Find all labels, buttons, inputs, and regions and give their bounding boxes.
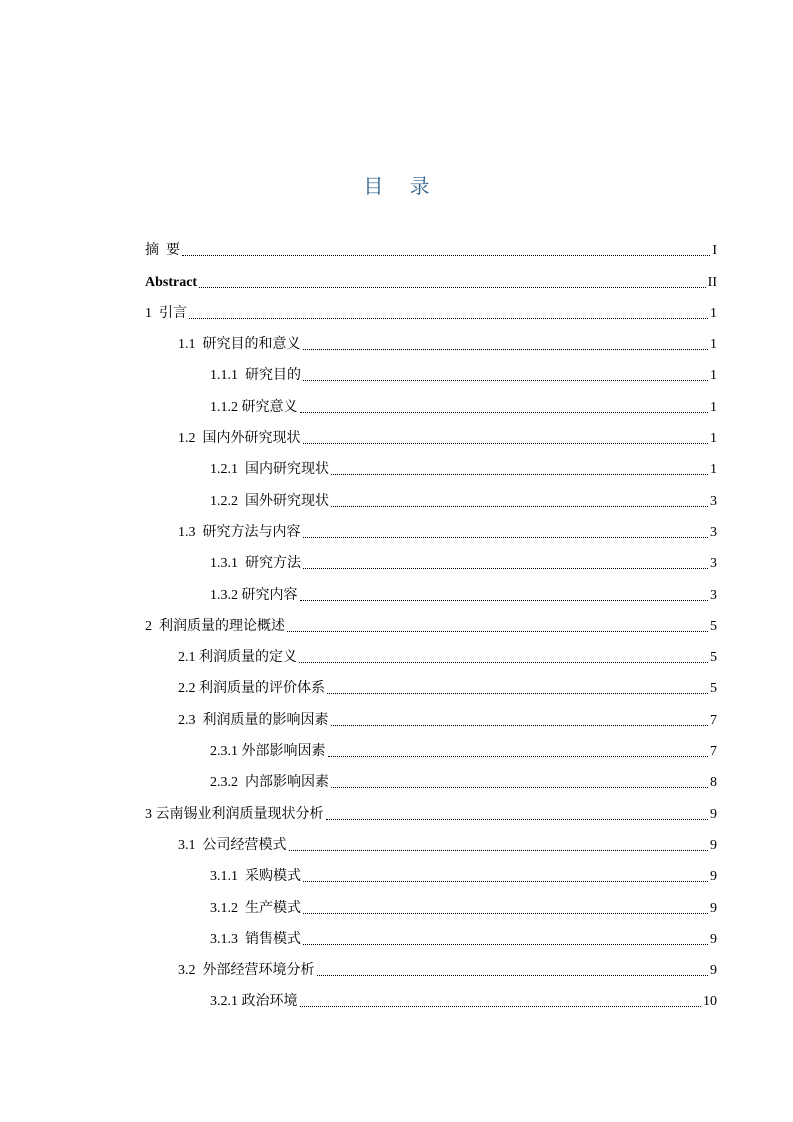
toc-entry[interactable] (145, 578, 717, 609)
toc-entry[interactable] (145, 891, 717, 922)
toc-entry[interactable] (145, 703, 717, 734)
toc-entry-label: 1.1.1 研究目的 (210, 368, 301, 384)
toc-entry[interactable] (145, 985, 717, 1016)
dot-leader (303, 379, 708, 381)
toc-entry[interactable] (145, 484, 717, 515)
toc-entry-page-number: 1 (710, 337, 717, 353)
toc-entry[interactable] (145, 297, 717, 328)
toc-entry-page-number: 1 (710, 431, 717, 447)
dot-leader (328, 755, 709, 757)
toc-entry-label: 3.1 公司经营模式 (178, 837, 287, 853)
toc-entry[interactable] (145, 265, 717, 296)
toc-entry-label: 3.1.3 销售模式 (210, 931, 301, 947)
dot-leader (303, 943, 708, 945)
toc-entry-label: 2.1 利润质量的定义 (178, 650, 297, 666)
dot-leader (303, 442, 709, 444)
toc-entry-label: 3.2 外部经营环境分析 (178, 963, 315, 979)
toc-entry-page-number: 1 (710, 462, 717, 478)
dot-leader (300, 599, 709, 601)
toc-entry-page-number: 8 (710, 775, 717, 791)
toc-entry-page-number: II (707, 274, 717, 290)
toc-entry-page-number: 1 (710, 305, 717, 321)
dot-leader (299, 661, 708, 663)
toc-entry[interactable] (145, 860, 717, 891)
toc-entry[interactable] (145, 954, 717, 985)
toc-entry-page-number: 5 (710, 681, 717, 697)
toc-entry[interactable] (145, 923, 717, 954)
toc-entry-label: 2.2 利润质量的评价体系 (178, 681, 325, 697)
toc-entry-label: 2.3.2 内部影响因素 (210, 775, 329, 791)
toc-entry-label: 3.2.1 政治环境 (210, 994, 298, 1010)
toc-entry-page-number: 9 (710, 869, 717, 885)
toc-entry-label: 2.3.1 外部影响因素 (210, 744, 326, 760)
dot-leader (303, 567, 708, 569)
dot-leader (199, 286, 706, 288)
toc-entry-page-number: 10 (703, 994, 717, 1010)
dot-leader (303, 912, 708, 914)
dot-leader (303, 348, 709, 350)
dot-leader (189, 317, 708, 319)
toc-entry-page-number: 3 (710, 556, 717, 572)
dot-leader (317, 974, 709, 976)
toc-entry-page-number: 9 (710, 963, 717, 979)
toc-entry-label: Abstract (145, 274, 198, 290)
toc-entry-label: 1 引言 (145, 305, 187, 321)
toc-entry-label: 1.2.2 国外研究现状 (210, 493, 329, 509)
toc-entry[interactable] (145, 766, 717, 797)
toc-entry[interactable] (145, 735, 717, 766)
dot-leader (289, 849, 709, 851)
page-title: 目 录 (363, 174, 440, 198)
dot-leader (331, 505, 708, 507)
toc-entry-label: 3.1.1 采购模式 (210, 869, 301, 885)
toc-entry[interactable] (145, 422, 717, 453)
toc-entry-label: 2 利润质量的理论概述 (145, 618, 285, 634)
toc-entry-page-number: 9 (710, 900, 717, 916)
toc-entry[interactable] (145, 829, 717, 860)
toc-entry-page-number: 1 (710, 368, 717, 384)
toc-entry-page-number: 3 (710, 493, 717, 509)
dot-leader (303, 880, 708, 882)
toc-entry-label: 1.3.1 研究方法 (210, 556, 301, 572)
toc-entry-label: 1.1.2 研究意义 (210, 399, 298, 415)
toc-list (145, 234, 717, 1016)
toc-entry-page-number: 3 (710, 587, 717, 603)
toc-entry[interactable] (145, 547, 717, 578)
dot-leader (300, 1005, 702, 1007)
dot-leader (326, 818, 709, 820)
toc-entry[interactable] (145, 516, 717, 547)
toc-entry-page-number: 3 (710, 524, 717, 540)
toc-entry-page-number: I (712, 243, 717, 259)
toc-entry-page-number: 7 (710, 712, 717, 728)
toc-entry-label: 1.2 国内外研究现状 (178, 431, 301, 447)
toc-entry-label: 1.3.2 研究内容 (210, 587, 298, 603)
toc-entry[interactable] (145, 672, 717, 703)
dot-leader (303, 536, 709, 538)
toc-entry-page-number: 9 (710, 837, 717, 853)
toc-entry[interactable] (145, 797, 717, 828)
toc-entry-label: 2.3 利润质量的影响因素 (178, 712, 329, 728)
toc-entry[interactable] (145, 234, 717, 265)
toc-entry-page-number: 9 (710, 931, 717, 947)
toc-entry-label: 摘 要 (145, 243, 180, 259)
toc-entry[interactable] (145, 610, 717, 641)
toc-entry[interactable] (145, 453, 717, 484)
dot-leader (331, 786, 708, 788)
toc-entry-page-number: 5 (710, 650, 717, 666)
dot-leader (182, 254, 710, 256)
toc-entry[interactable] (145, 359, 717, 390)
toc-entry-label: 3.1.2 生产模式 (210, 900, 301, 916)
dot-leader (327, 692, 708, 694)
toc-entry-label: 1.1 研究目的和意义 (178, 337, 301, 353)
dot-leader (331, 473, 708, 475)
dot-leader (287, 630, 708, 632)
toc-entry-page-number: 5 (710, 618, 717, 634)
toc-entry-label: 1.2.1 国内研究现状 (210, 462, 329, 478)
toc-entry-page-number: 9 (710, 806, 717, 822)
toc-entry[interactable] (145, 390, 717, 421)
toc-entry-page-number: 7 (710, 744, 717, 760)
toc-entry-label: 3 云南锡业利润质量现状分析 (145, 806, 324, 822)
toc-entry-label: 1.3 研究方法与内容 (178, 524, 301, 540)
toc-entry[interactable] (145, 641, 717, 672)
dot-leader (300, 411, 709, 413)
toc-entry[interactable] (145, 328, 717, 359)
toc-entry-page-number: 1 (710, 399, 717, 415)
dot-leader (331, 724, 709, 726)
